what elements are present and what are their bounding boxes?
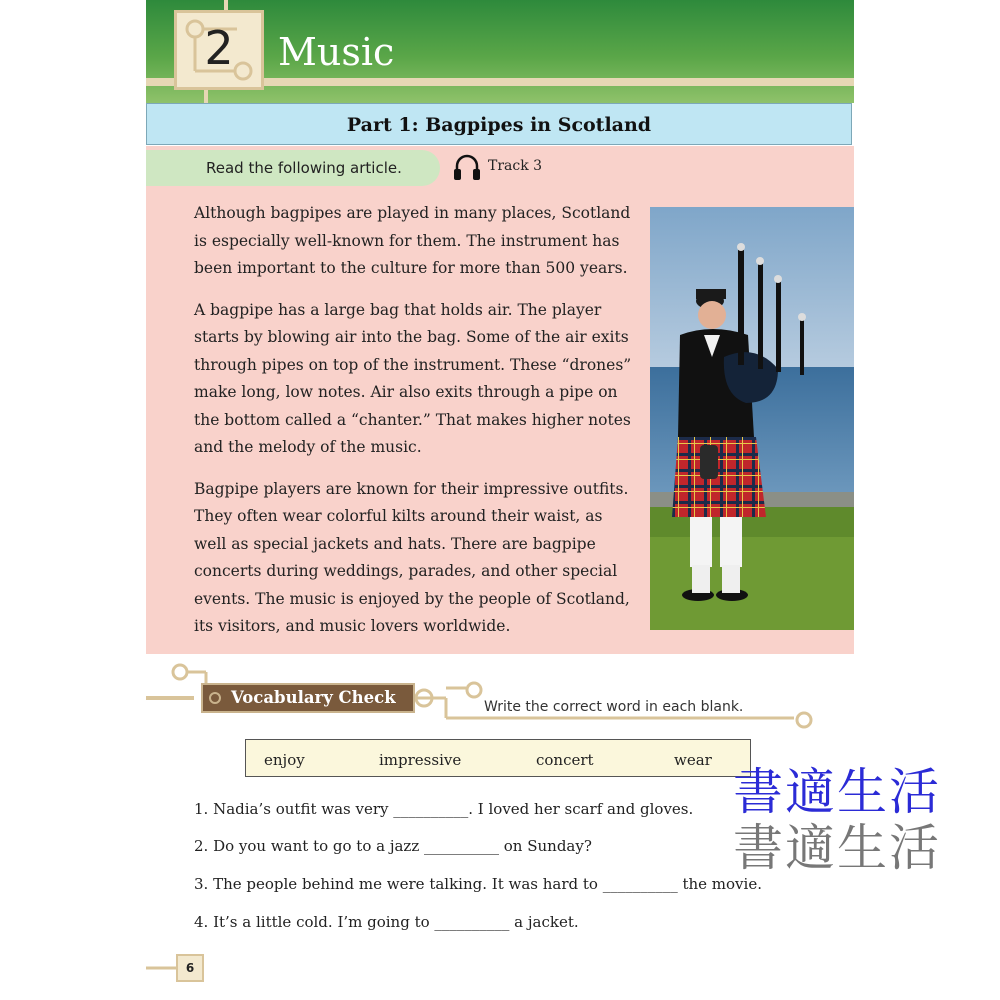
article-section (146, 146, 854, 654)
vocab-title: Vocabulary Check (231, 688, 396, 707)
watermark-gray: 書適生活 (733, 819, 941, 877)
word-bank-item: wear (674, 751, 712, 769)
word-bank-item: enjoy (264, 751, 305, 769)
circle-icon (209, 692, 221, 704)
watermark-blue: 書適生活 (733, 763, 941, 821)
word-bank-item: concert (536, 751, 594, 769)
word-bank-item: impressive (379, 751, 462, 769)
part-title-bar (146, 103, 852, 145)
article-paragraph: Bagpipe players are known for their impressive outfits. They often wear colorful kilts around their waist, as well as special jackets and hats. There are bagpipe concerts during weddings, parades, and other special events. The music is enjoyed by the people of Scotland, its visitors, and music lovers worldwide. (194, 479, 630, 635)
track-label[interactable]: Track 3 (488, 158, 543, 174)
chapter-header (146, 0, 854, 103)
part-title: Part 1: Bagpipes in Scotland (346, 114, 652, 136)
vocab-instruction: Write the correct word in each blank. (484, 699, 744, 715)
question-item[interactable]: 4. It’s a little cold. I’m going to __________ a jacket. (194, 913, 579, 931)
chapter-number: 2 (204, 21, 234, 75)
page-number: 6 (185, 961, 195, 975)
article-paragraph: Although bagpipes are played in many places, Scotland is especially well-known for them. The instrument has been important to the culture for more than 500 years. (194, 204, 631, 277)
word-bank (245, 739, 751, 777)
question-item[interactable]: 3. The people behind me were talking. It was hard to __________ the movie. (194, 875, 762, 893)
bagpiper-photo (650, 207, 854, 630)
chapter-number-box (174, 10, 264, 90)
instruction-banner (146, 150, 440, 186)
question-item[interactable]: 1. Nadia’s outfit was very __________. I loved her scarf and gloves. (194, 800, 694, 818)
vocab-check-label (201, 683, 415, 713)
headphones-icon[interactable] (452, 152, 482, 182)
page-number-badge (176, 954, 204, 982)
article-body (194, 200, 634, 655)
chapter-title: Music (278, 30, 395, 74)
article-paragraph: A bagpipe has a large bag that holds air. The player starts by blowing air into the bag. Some of the air exits through pipes on top of the instrument. These “drones” make long, low notes. Air also exits through a pipe on the bottom called a “chanter.” That makes higher notes and the melody of the music. (194, 300, 632, 456)
instruction-text: Read the following article. (206, 159, 402, 177)
question-item[interactable]: 2. Do you want to go to a jazz __________ on Sunday? (194, 837, 592, 855)
